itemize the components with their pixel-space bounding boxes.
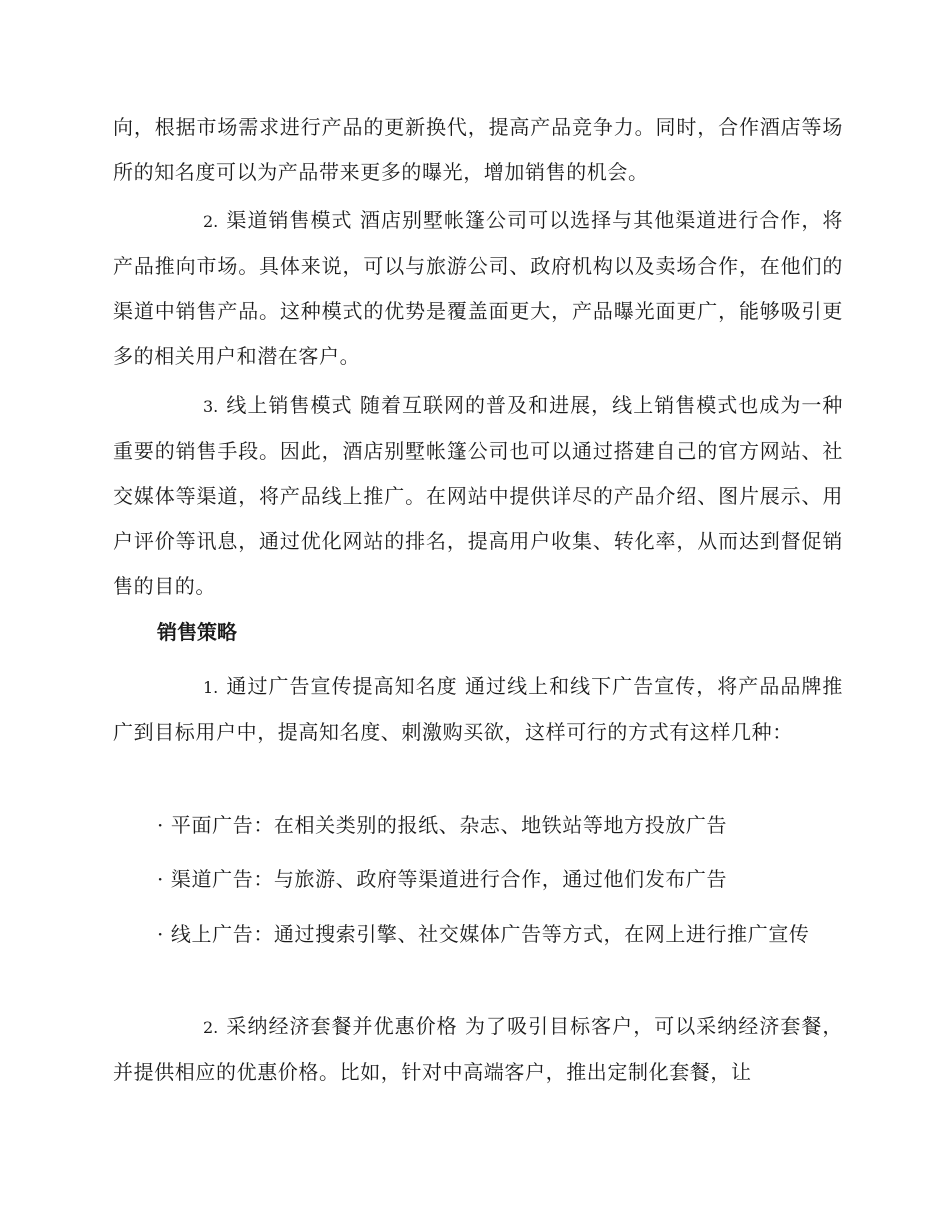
- item-text: 线上销售模式 随着互联网的普及和进展，线上销售模式也成为一种重要的销售手段。因此，酒店别墅帐篷公司也可以通过搭建自己的官方网站、社交媒体等渠道，将产品线上推广。在网站中提供详尽的产品介绍、图片展示、用户评价等讯息，通过优化网站的排名，提高用户收集、转化率，从而达到督促销售的目的。: [113, 393, 843, 598]
- list-item: [113, 198, 843, 379]
- item-number: 3.: [203, 397, 219, 416]
- section-heading: 销售策略: [157, 620, 237, 644]
- continuation-paragraph: 向，根据市场需求进行产品的更新换代，提高产品竞争力。同时，合作酒店等场所的知名度可以为产品带来更多的曝光，增加销售的机会。: [113, 115, 843, 184]
- item-number: 2.: [203, 1018, 219, 1037]
- bullet-item: · 渠道广告：与旅游、政府等渠道进行合作，通过他们发布广告: [157, 867, 728, 891]
- item-text: 采纳经济套餐并优惠价格 为了吸引目标客户，可以采纳经济套餐，并提供相应的优惠价格。比如，针对中高端客户，推出定制化套餐，让: [113, 1014, 843, 1084]
- strategy-item: [113, 664, 843, 755]
- item-number: 2.: [203, 212, 219, 231]
- bullet-item: · 平面广告：在相关类别的报纸、杂志、地铁站等地方投放广告: [157, 813, 728, 837]
- item-text: 通过广告宣传提高知名度 通过线上和线下广告宣传，将产品品牌推广到目标用户中，提高知名度、刺激购买欲，这样可行的方式有这样几种：: [113, 674, 843, 744]
- item-text: 渠道销售模式 酒店别墅帐篷公司可以选择与其他渠道进行合作，将产品推向市场。具体来说，可以与旅游公司、政府机构以及卖场合作，在他们的渠道中销售产品。这种模式的优势是覆盖面更大，产品曝光面更广，能够吸引更多的相关用户和潜在客户。: [113, 208, 843, 368]
- bullet-item: · 线上广告：通过搜索引擎、社交媒体广告等方式，在网上进行推广宣传: [157, 922, 810, 946]
- list-item: [113, 383, 843, 609]
- strategy-item: [113, 1004, 843, 1095]
- item-number: 1.: [203, 678, 219, 697]
